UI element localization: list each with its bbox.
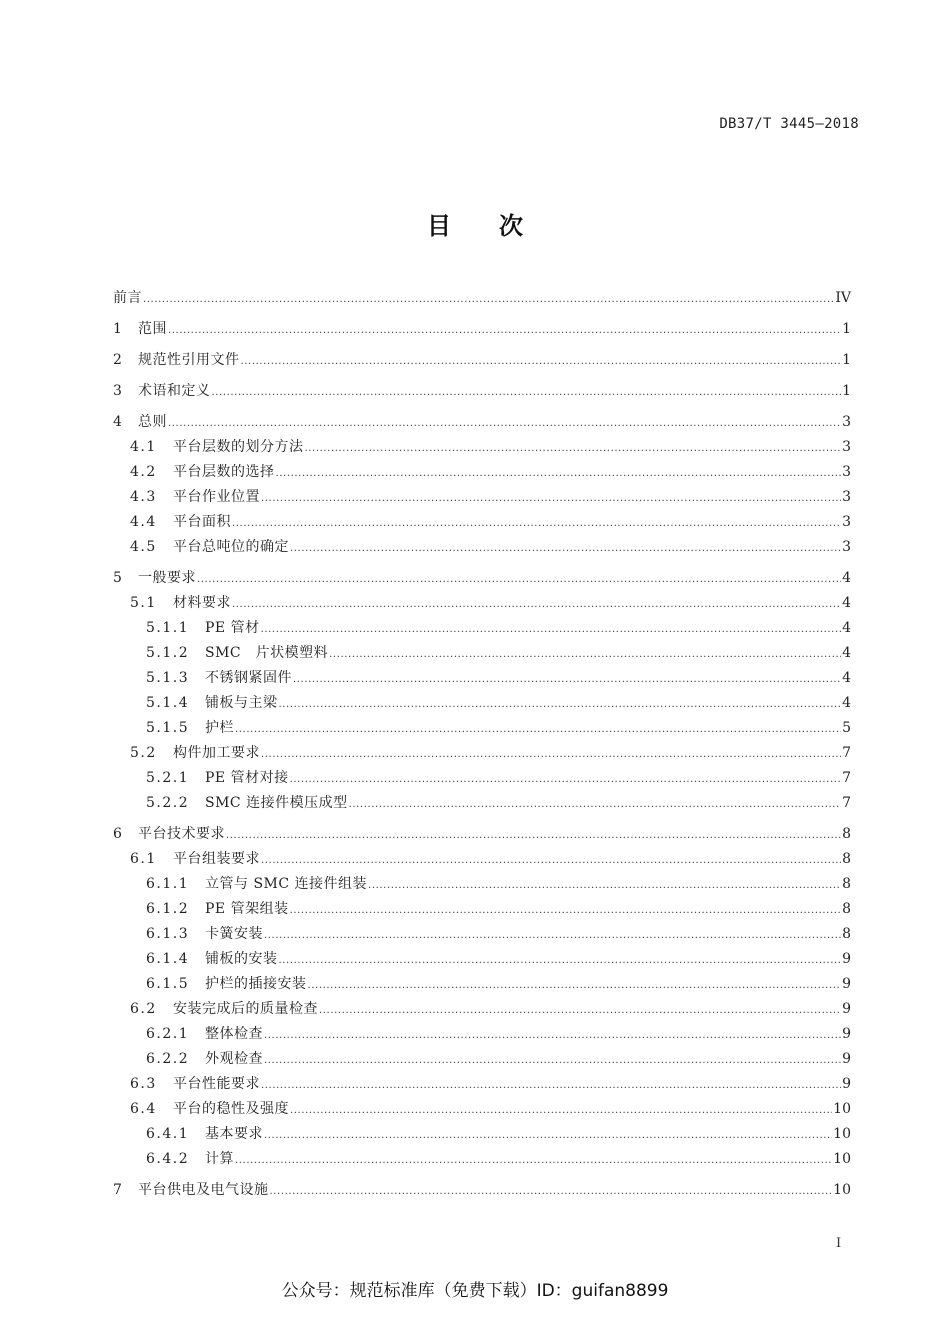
toc-entry[interactable] <box>113 641 851 666</box>
toc-entry-page: 9 <box>842 1051 851 1067</box>
toc-entry-number: 6 <box>113 826 124 842</box>
toc-dot-leader <box>270 1179 833 1204</box>
toc-entry-label: 总则 <box>138 414 167 430</box>
toc-entry-number: 3 <box>113 383 124 399</box>
toc-entry-label: 前言 <box>113 290 142 306</box>
toc-entry-page: 3 <box>842 439 851 455</box>
toc-entry-label: 护栏的插接安装 <box>205 976 307 992</box>
toc-entry-label: 一般要求 <box>138 570 196 586</box>
page-title <box>0 206 950 241</box>
toc-dot-leader <box>264 923 841 948</box>
toc-entry-number: 6.4.1 <box>146 1126 190 1142</box>
toc-entry-page: 4 <box>842 645 851 661</box>
toc-entry-number: 6.1.4 <box>146 951 190 967</box>
document-code: DB37/T 3445—2018 <box>719 116 859 132</box>
toc-entry[interactable] <box>113 947 851 972</box>
toc-entry[interactable] <box>113 591 851 616</box>
toc-entry-number: 6.1.2 <box>146 901 190 917</box>
toc-entry-page: IV <box>835 290 851 306</box>
toc-entry-number: 5 <box>113 570 124 586</box>
toc-entry-label: 基本要求 <box>205 1126 263 1142</box>
toc-entry[interactable] <box>113 822 851 847</box>
toc-dot-leader <box>305 436 842 461</box>
toc-dot-leader <box>241 349 842 374</box>
toc-entry-label: 材料要求 <box>173 595 231 611</box>
toc-entry-page: 7 <box>842 795 851 811</box>
toc-entry-number: 4.2 <box>130 464 157 480</box>
toc-entry-page: 4 <box>842 595 851 611</box>
toc-dot-leader <box>261 617 841 642</box>
toc-entry-page: 9 <box>842 976 851 992</box>
toc-entry-number: 5.2.1 <box>146 770 190 786</box>
toc-entry-number: 4.5 <box>130 539 157 555</box>
toc-entry-label: PE 管材 <box>205 620 260 636</box>
toc-entry-number: 7 <box>113 1182 124 1198</box>
toc-entry[interactable] <box>113 317 851 342</box>
watermark-text: 公众号：规范标准库（免费下载）ID：guifan8899 <box>281 1281 669 1301</box>
toc-entry-page: 9 <box>842 951 851 967</box>
toc-entry-page: 1 <box>842 383 851 399</box>
toc-dot-leader <box>290 898 841 923</box>
toc-entry-number: 1 <box>113 321 124 337</box>
toc-entry-page: 4 <box>842 570 851 586</box>
toc-entry[interactable] <box>113 286 851 311</box>
toc-entry-page: 9 <box>842 1001 851 1017</box>
toc-entry[interactable] <box>113 379 851 404</box>
toc-dot-leader <box>212 380 842 405</box>
toc-dot-leader <box>264 1023 841 1048</box>
toc-entry-label: 平台层数的选择 <box>173 464 275 480</box>
toc-entry-number: 2 <box>113 352 124 368</box>
toc-dot-leader <box>232 592 841 617</box>
page-folio: I <box>836 1236 842 1251</box>
toc-entry-number: 6.3 <box>130 1076 157 1092</box>
toc-entry[interactable] <box>113 1047 851 1072</box>
toc-entry[interactable] <box>113 1122 851 1147</box>
toc-entry-page: 7 <box>842 770 851 786</box>
toc-entry-number: 4.3 <box>130 489 157 505</box>
toc-entry-number: 6.4.2 <box>146 1151 190 1167</box>
toc-entry[interactable] <box>113 741 851 766</box>
toc-entry[interactable] <box>113 348 851 373</box>
toc-dot-leader <box>279 948 842 973</box>
title-char-2: 次 <box>499 212 523 240</box>
toc-entry-label: 构件加工要求 <box>173 745 260 761</box>
toc-entry-number: 4.1 <box>130 439 157 455</box>
toc-entry-page: 7 <box>842 745 851 761</box>
toc-entry-page: 8 <box>842 876 851 892</box>
toc-entry-page: 10 <box>833 1126 851 1142</box>
toc-entry-number: 6.2.1 <box>146 1026 190 1042</box>
toc-entry[interactable] <box>113 510 851 535</box>
toc-entry[interactable] <box>113 922 851 947</box>
toc-entry-page: 8 <box>842 901 851 917</box>
toc-dot-leader <box>261 1073 841 1098</box>
toc-entry[interactable] <box>113 410 851 435</box>
toc-entry-number: 6.4 <box>130 1101 157 1117</box>
toc-entry-label: SMC 片状模塑料 <box>205 645 329 661</box>
toc-entry-label: PE 管架组装 <box>205 901 289 917</box>
toc-entry-page: 4 <box>842 620 851 636</box>
toc-entry[interactable] <box>113 972 851 997</box>
toc-dot-leader <box>349 792 841 817</box>
toc-entry-page: 9 <box>842 1076 851 1092</box>
toc-entry-page: 3 <box>842 464 851 480</box>
toc-dot-leader <box>368 873 841 898</box>
toc-entry[interactable] <box>113 485 851 510</box>
toc-entry-label: 平台供电及电气设施 <box>138 1182 269 1198</box>
toc-entry-label: 规范性引用文件 <box>138 352 240 368</box>
toc-entry-label: SMC 连接件模压成型 <box>205 795 348 811</box>
toc-dot-leader <box>261 742 841 767</box>
toc-entry-page: 10 <box>833 1151 851 1167</box>
toc-dot-leader <box>308 973 842 998</box>
toc-entry-page: 8 <box>842 926 851 942</box>
toc-entry[interactable] <box>113 791 851 816</box>
toc-dot-leader <box>168 411 841 436</box>
toc-entry-label: 护栏 <box>205 720 234 736</box>
toc-dot-leader <box>293 667 841 692</box>
toc-entry-page: 10 <box>833 1182 851 1198</box>
toc-entry-label: 平台的稳性及强度 <box>173 1101 289 1117</box>
toc-entry-number: 6.2 <box>130 1001 157 1017</box>
toc-dot-leader <box>264 1048 841 1073</box>
toc-entry-label: 平台性能要求 <box>173 1076 260 1092</box>
toc-entry-number: 5.2.2 <box>146 795 190 811</box>
toc-dot-leader <box>276 461 842 486</box>
toc-entry[interactable] <box>113 766 851 791</box>
toc-entry-number: 5.2 <box>130 745 157 761</box>
toc-entry-label: PE 管材对接 <box>205 770 289 786</box>
toc-entry-label: 平台面积 <box>173 514 231 530</box>
toc-entry[interactable] <box>113 616 851 641</box>
toc-entry-label: 计算 <box>205 1151 234 1167</box>
toc-entry-page: 8 <box>842 851 851 867</box>
toc-entry-label: 外观检查 <box>205 1051 263 1067</box>
toc-entry[interactable] <box>113 535 851 560</box>
toc-entry-page: 3 <box>842 414 851 430</box>
toc-entry-number: 6.1.1 <box>146 876 190 892</box>
toc-dot-leader <box>232 511 841 536</box>
toc-entry-page: 10 <box>833 1101 851 1117</box>
toc-entry-label: 卡簧安装 <box>205 926 263 942</box>
toc-entry[interactable] <box>113 1097 851 1122</box>
toc-entry-page: 3 <box>842 539 851 555</box>
toc-dot-leader <box>290 767 841 792</box>
toc-entry-label: 平台组装要求 <box>173 851 260 867</box>
toc-entry[interactable] <box>113 847 851 872</box>
toc-entry[interactable] <box>113 1072 851 1097</box>
toc-entry-label: 平台技术要求 <box>138 826 225 842</box>
toc-entry-number: 6.1.3 <box>146 926 190 942</box>
toc-entry[interactable] <box>113 1022 851 1047</box>
toc-dot-leader <box>290 536 841 561</box>
toc-entry-number: 5.1.4 <box>146 695 190 711</box>
toc-dot-leader <box>279 692 842 717</box>
toc-entry-number: 5.1.5 <box>146 720 190 736</box>
toc-entry-label: 立管与 SMC 连接件组装 <box>205 876 368 892</box>
toc-entry-label: 整体检查 <box>205 1026 263 1042</box>
toc-entry-number: 6.2.2 <box>146 1051 190 1067</box>
toc-dot-leader <box>168 318 841 343</box>
toc-entry-label: 平台层数的划分方法 <box>173 439 304 455</box>
toc-entry-label: 铺板的安装 <box>205 951 278 967</box>
toc-entry[interactable] <box>113 997 851 1022</box>
toc-entry-label: 平台作业位置 <box>173 489 260 505</box>
toc-dot-leader <box>329 642 841 667</box>
toc-entry[interactable] <box>113 666 851 691</box>
toc-entry-number: 6.1 <box>130 851 157 867</box>
toc-entry-number: 5.1.1 <box>146 620 190 636</box>
toc-entry[interactable] <box>113 897 851 922</box>
toc-entry-label: 术语和定义 <box>138 383 211 399</box>
toc-dot-leader <box>235 717 841 742</box>
toc-entry-page: 4 <box>842 670 851 686</box>
toc-entry-page: 1 <box>842 321 851 337</box>
toc-entry-number: 4.4 <box>130 514 157 530</box>
toc-entry-number: 4 <box>113 414 124 430</box>
toc-entry-label: 范围 <box>138 321 167 337</box>
toc-entry[interactable] <box>113 716 851 741</box>
toc-entry[interactable] <box>113 1178 851 1203</box>
toc-entry[interactable] <box>113 460 851 485</box>
table-of-contents <box>113 286 851 1203</box>
toc-entry-page: 5 <box>842 720 851 736</box>
toc-entry[interactable] <box>113 435 851 460</box>
toc-entry-page: 3 <box>842 514 851 530</box>
toc-entry-number: 5.1.2 <box>146 645 190 661</box>
toc-entry-page: 1 <box>842 352 851 368</box>
toc-dot-leader <box>261 848 841 873</box>
toc-dot-leader <box>264 1123 832 1148</box>
toc-dot-leader <box>261 486 841 511</box>
toc-entry-page: 8 <box>842 826 851 842</box>
toc-entry-label: 铺板与主梁 <box>205 695 278 711</box>
toc-entry[interactable] <box>113 1147 851 1172</box>
toc-dot-leader <box>319 998 841 1023</box>
toc-entry-number: 6.1.5 <box>146 976 190 992</box>
toc-entry-number: 5.1.3 <box>146 670 190 686</box>
toc-entry-label: 不锈钢紧固件 <box>205 670 292 686</box>
toc-entry-page: 9 <box>842 1026 851 1042</box>
toc-entry[interactable] <box>113 691 851 716</box>
title-char-1: 目 <box>427 212 451 240</box>
toc-entry[interactable] <box>113 566 851 591</box>
toc-entry-label: 安装完成后的质量检查 <box>173 1001 318 1017</box>
toc-entry-label: 平台总吨位的确定 <box>173 539 289 555</box>
toc-dot-leader <box>226 823 841 848</box>
toc-entry-page: 3 <box>842 489 851 505</box>
toc-entry[interactable] <box>113 872 851 897</box>
toc-dot-leader <box>197 567 841 592</box>
toc-entry-page: 4 <box>842 695 851 711</box>
toc-dot-leader <box>290 1098 832 1123</box>
toc-dot-leader <box>143 287 834 312</box>
toc-dot-leader <box>235 1148 832 1173</box>
toc-entry-number: 5.1 <box>130 595 157 611</box>
